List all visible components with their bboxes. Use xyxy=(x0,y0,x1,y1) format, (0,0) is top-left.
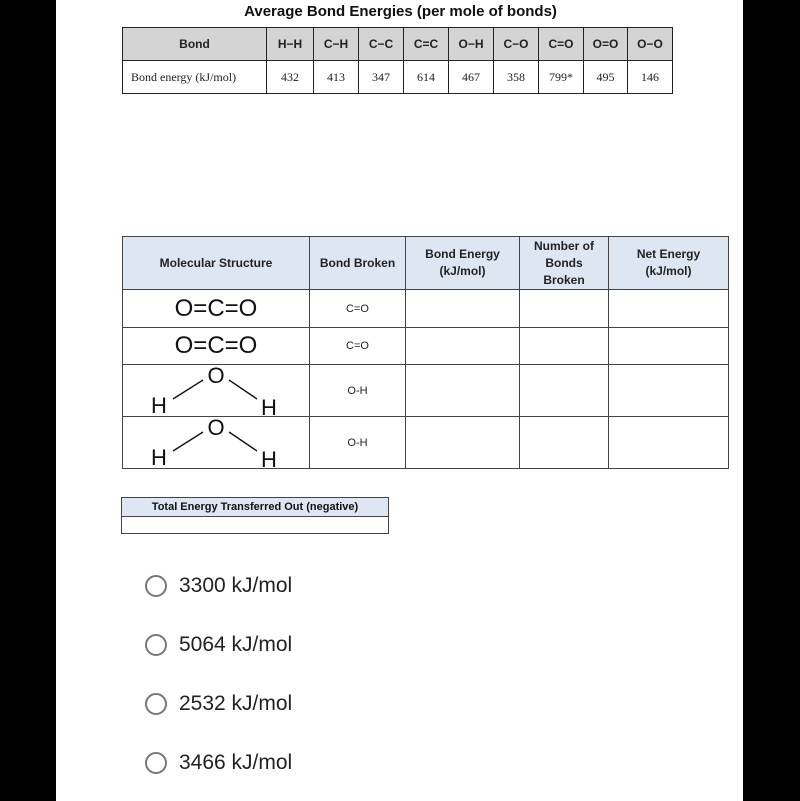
bonds-broken-input-cell[interactable] xyxy=(520,365,609,417)
net-energy-input-cell[interactable] xyxy=(609,417,729,469)
bond-line xyxy=(229,432,257,451)
bond-header-cell: C−C xyxy=(359,28,404,61)
net-energy-input-cell[interactable] xyxy=(609,365,729,417)
bond-table-header-row xyxy=(123,28,673,61)
bond-table-title: Average Bond Energies (per mole of bonds) xyxy=(244,3,557,20)
bond-energy-input-cell[interactable] xyxy=(406,365,520,417)
bond-header-cell: C=C xyxy=(404,28,449,61)
total-energy-box xyxy=(121,497,389,534)
header-bond-broken: Bond Broken xyxy=(310,237,406,290)
radio-button-icon[interactable] xyxy=(145,634,167,656)
bond-broken-cell: C=O xyxy=(310,328,406,365)
radio-button-icon[interactable] xyxy=(145,693,167,715)
bond-energy-table xyxy=(122,27,673,94)
oxygen-atom: O xyxy=(207,417,225,440)
co2-structure xyxy=(123,290,310,328)
header-bond-energy: Bond Energy (kJ/mol) xyxy=(406,237,520,290)
bonds-broken-input-cell[interactable] xyxy=(520,328,609,365)
worksheet-row xyxy=(123,328,729,365)
bond-energy-input-cell[interactable] xyxy=(406,417,520,469)
co2-structure xyxy=(123,328,310,365)
water-molecule-diagram xyxy=(123,417,309,468)
hydrogen-atom: H xyxy=(261,447,277,468)
answer-option[interactable] xyxy=(145,749,292,777)
total-energy-input-cell[interactable] xyxy=(122,517,388,533)
bond-header-cell: O−H xyxy=(449,28,494,61)
worksheet-row xyxy=(123,417,729,469)
bond-line xyxy=(173,380,203,399)
worksheet-header-row xyxy=(123,237,729,290)
bond-energy-cell: 495 xyxy=(584,61,628,94)
bond-energy-cell: 467 xyxy=(449,61,494,94)
bond-header-cell: O−O xyxy=(628,28,673,61)
header-net-energy: Net Energy (kJ/mol) xyxy=(609,237,729,290)
bonds-broken-input-cell[interactable] xyxy=(520,290,609,328)
bond-broken-cell: C=O xyxy=(310,290,406,328)
bond-header-label: Bond xyxy=(123,28,267,61)
answer-option[interactable] xyxy=(145,631,292,659)
bond-energy-cell: 347 xyxy=(359,61,404,94)
bond-header-cell: H−H xyxy=(267,28,314,61)
water-structure xyxy=(123,417,310,469)
bond-header-cell: O=O xyxy=(584,28,628,61)
bond-energy-cell: 614 xyxy=(404,61,449,94)
bond-header-cell: C=O xyxy=(539,28,584,61)
bond-line xyxy=(173,432,203,451)
radio-button-icon[interactable] xyxy=(145,575,167,597)
answer-option-label: 3466 kJ/mol xyxy=(179,751,293,774)
bond-header-cell: C−O xyxy=(494,28,539,61)
header-number-of-bonds: Number of Bonds Broken xyxy=(520,237,609,290)
answer-option[interactable] xyxy=(145,572,292,600)
hydrogen-atom: H xyxy=(151,445,167,468)
total-energy-label: Total Energy Transferred Out (negative) xyxy=(122,498,388,517)
bond-energy-cell: 146 xyxy=(628,61,673,94)
net-energy-input-cell[interactable] xyxy=(609,290,729,328)
bond-header-cell: C−H xyxy=(314,28,359,61)
header-molecular-structure: Molecular Structure xyxy=(123,237,310,290)
worksheet-row xyxy=(123,290,729,328)
bond-energy-cell: 413 xyxy=(314,61,359,94)
co2-formula: O=C=O xyxy=(174,294,258,322)
water-molecule-diagram xyxy=(123,365,309,416)
answer-option[interactable] xyxy=(145,690,292,718)
bond-energy-cell: 432 xyxy=(267,61,314,94)
bond-energy-row xyxy=(123,61,673,94)
bond-energy-input-cell[interactable] xyxy=(406,328,520,365)
net-energy-input-cell[interactable] xyxy=(609,328,729,365)
answer-option-label: 2532 kJ/mol xyxy=(179,692,293,715)
bond-broken-cell: O-H xyxy=(310,365,406,417)
bond-energy-row-label: Bond energy (kJ/mol) xyxy=(123,61,267,94)
worksheet-row xyxy=(123,365,729,417)
radio-button-icon[interactable] xyxy=(145,752,167,774)
bond-line xyxy=(229,380,257,399)
co2-formula: O=C=O xyxy=(174,332,258,359)
oxygen-atom: O xyxy=(207,365,225,388)
bond-energy-cell: 799* xyxy=(539,61,584,94)
bonds-broken-input-cell[interactable] xyxy=(520,417,609,469)
answer-option-label: 3300 kJ/mol xyxy=(179,574,293,597)
water-structure xyxy=(123,365,310,417)
hydrogen-atom: H xyxy=(261,395,277,416)
bond-energy-cell: 358 xyxy=(494,61,539,94)
worksheet-table xyxy=(122,236,729,469)
bond-broken-cell: O-H xyxy=(310,417,406,469)
hydrogen-atom: H xyxy=(151,393,167,416)
answer-option-label: 5064 kJ/mol xyxy=(179,633,293,656)
bond-energy-input-cell[interactable] xyxy=(406,290,520,328)
